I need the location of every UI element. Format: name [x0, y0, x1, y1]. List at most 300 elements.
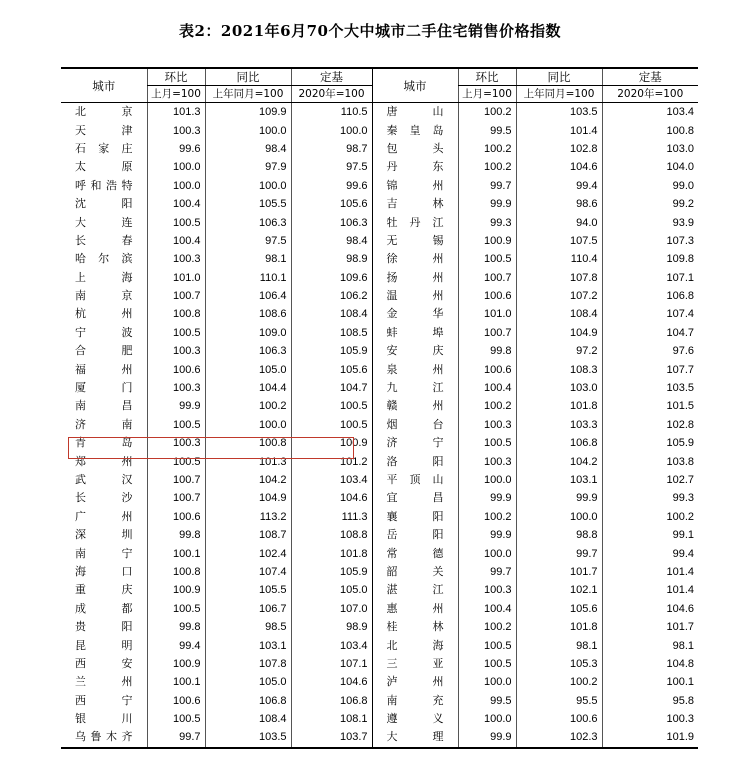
mom-index-right: 100.5	[458, 636, 516, 654]
header-mom-left: 环比	[147, 68, 205, 86]
base-index-right: 104.8	[602, 655, 698, 673]
base-index-left: 100.5	[291, 397, 372, 415]
mom-index-left: 100.7	[147, 471, 205, 489]
table-row	[61, 728, 698, 747]
header-mom-sub-right: 上月=100	[458, 86, 516, 103]
base-index-right: 104.0	[602, 158, 698, 176]
city-name-left: 西 宁	[75, 693, 133, 707]
base-index-left: 109.6	[291, 269, 372, 287]
base-index-right: 102.7	[602, 471, 698, 489]
yoy-index-right: 101.8	[516, 397, 602, 415]
mom-index-right: 100.4	[458, 600, 516, 618]
mom-index-right: 99.9	[458, 195, 516, 213]
mom-index-right: 100.2	[458, 158, 516, 176]
city-name-left: 济 南	[75, 417, 133, 431]
yoy-index-left: 108.7	[205, 526, 291, 544]
mom-index-left: 100.3	[147, 121, 205, 139]
mom-index-left: 100.8	[147, 305, 205, 323]
yoy-index-right: 98.6	[516, 195, 602, 213]
yoy-index-left: 107.8	[205, 655, 291, 673]
table-row	[61, 655, 698, 673]
yoy-index-left: 98.5	[205, 618, 291, 636]
mom-index-right: 100.2	[458, 397, 516, 415]
mom-index-left: 100.9	[147, 581, 205, 599]
mom-index-right: 100.5	[458, 250, 516, 268]
mom-index-left: 100.0	[147, 177, 205, 195]
city-name-left: 天 津	[75, 123, 133, 137]
header-city-right: 城市	[372, 68, 458, 103]
mom-index-left: 101.3	[147, 103, 205, 122]
yoy-index-left: 113.2	[205, 508, 291, 526]
yoy-index-left: 103.5	[205, 728, 291, 747]
table-row	[61, 452, 698, 470]
base-index-left: 104.6	[291, 673, 372, 691]
yoy-index-right: 110.4	[516, 250, 602, 268]
mom-index-right: 99.7	[458, 177, 516, 195]
table-title: 表2：2021年6月70个大中城市二手住宅销售价格指数	[179, 22, 561, 40]
base-index-left: 106.8	[291, 692, 372, 710]
yoy-index-right: 108.3	[516, 360, 602, 378]
base-index-left: 103.4	[291, 471, 372, 489]
yoy-index-right: 105.3	[516, 655, 602, 673]
city-name-left: 哈尔滨	[75, 252, 133, 266]
mom-index-right: 99.9	[458, 728, 516, 747]
yoy-index-right: 102.8	[516, 140, 602, 158]
city-name-left: 成 都	[75, 601, 133, 615]
table-row	[61, 195, 698, 213]
base-index-left: 106.2	[291, 287, 372, 305]
city-name-right: 韶 关	[372, 563, 458, 581]
yoy-index-right: 108.4	[516, 305, 602, 323]
base-index-right: 102.8	[602, 416, 698, 434]
yoy-index-right: 99.7	[516, 544, 602, 562]
base-index-right: 107.3	[602, 232, 698, 250]
price-index-table	[61, 67, 698, 749]
city-name-right: 无 锡	[372, 232, 458, 250]
header-mom-sub-left: 上月=100	[147, 86, 205, 103]
city-name-right: 湛 江	[372, 581, 458, 599]
city-name-right: 温 州	[372, 287, 458, 305]
yoy-index-left: 105.5	[205, 195, 291, 213]
yoy-index-left: 97.9	[205, 158, 291, 176]
mom-index-left: 99.7	[147, 728, 205, 747]
base-index-right: 103.8	[602, 452, 698, 470]
base-index-left: 103.4	[291, 636, 372, 654]
yoy-index-left: 105.0	[205, 360, 291, 378]
mom-index-right: 100.2	[458, 140, 516, 158]
header-yoy-sub-right: 上年同月=100	[516, 86, 602, 103]
city-name-right: 包 头	[372, 140, 458, 158]
base-index-left: 104.7	[291, 379, 372, 397]
base-index-right: 100.8	[602, 121, 698, 139]
base-index-left: 107.1	[291, 655, 372, 673]
mom-index-left: 100.3	[147, 434, 205, 452]
table-row	[61, 563, 698, 581]
base-index-right: 97.6	[602, 342, 698, 360]
table-row	[61, 379, 698, 397]
mom-index-left: 100.7	[147, 489, 205, 507]
city-name-left: 兰 州	[75, 675, 133, 689]
city-name-left: 贵 阳	[75, 620, 133, 634]
yoy-index-left: 104.9	[205, 489, 291, 507]
table-row	[61, 544, 698, 562]
yoy-index-left: 105.0	[205, 673, 291, 691]
base-index-left: 108.5	[291, 324, 372, 342]
base-index-left: 110.5	[291, 103, 372, 122]
mom-index-left: 100.4	[147, 232, 205, 250]
city-name-left: 太 原	[75, 160, 133, 174]
table-row	[61, 250, 698, 268]
header-yoy-left: 同比	[205, 68, 291, 86]
mom-index-right: 100.6	[458, 287, 516, 305]
base-index-left: 100.5	[291, 416, 372, 434]
header-yoy-right: 同比	[516, 68, 602, 86]
yoy-index-left: 105.5	[205, 581, 291, 599]
city-name-right: 泸 州	[372, 673, 458, 691]
city-name-left: 合 肥	[75, 344, 133, 358]
mom-index-right: 100.4	[458, 379, 516, 397]
mom-index-right: 99.5	[458, 692, 516, 710]
base-index-right: 99.4	[602, 544, 698, 562]
table-row	[61, 103, 698, 122]
yoy-index-right: 99.9	[516, 489, 602, 507]
mom-index-left: 100.5	[147, 600, 205, 618]
table-row	[61, 526, 698, 544]
yoy-index-left: 100.8	[205, 434, 291, 452]
city-name-left: 南 宁	[75, 546, 133, 560]
city-name-left: 长 沙	[75, 491, 133, 505]
city-name-right: 大 理	[372, 728, 458, 747]
city-name-right: 赣 州	[372, 397, 458, 415]
yoy-index-right: 103.5	[516, 103, 602, 122]
mom-index-left: 100.1	[147, 544, 205, 562]
city-name-right: 桂 林	[372, 618, 458, 636]
mom-index-left: 100.1	[147, 673, 205, 691]
base-index-right: 100.3	[602, 710, 698, 728]
city-name-right: 吉 林	[372, 195, 458, 213]
city-name-left: 青 岛	[75, 436, 133, 450]
base-index-left: 101.2	[291, 452, 372, 470]
mom-index-right: 100.2	[458, 508, 516, 526]
base-index-right: 103.0	[602, 140, 698, 158]
base-index-right: 101.5	[602, 397, 698, 415]
table-row	[61, 177, 698, 195]
mom-index-left: 100.6	[147, 692, 205, 710]
yoy-index-left: 109.9	[205, 103, 291, 122]
city-name-right: 安 庆	[372, 342, 458, 360]
table-row	[61, 618, 698, 636]
yoy-index-left: 101.3	[205, 452, 291, 470]
table-row	[61, 416, 698, 434]
base-index-right: 100.1	[602, 673, 698, 691]
mom-index-left: 100.0	[147, 158, 205, 176]
base-index-right: 99.1	[602, 526, 698, 544]
table-row	[61, 140, 698, 158]
base-index-right: 95.8	[602, 692, 698, 710]
yoy-index-right: 107.2	[516, 287, 602, 305]
base-index-left: 97.5	[291, 158, 372, 176]
mom-index-left: 99.8	[147, 526, 205, 544]
mom-index-right: 100.2	[458, 103, 516, 122]
base-index-right: 105.9	[602, 434, 698, 452]
base-index-right: 100.2	[602, 508, 698, 526]
yoy-index-left: 100.0	[205, 177, 291, 195]
mom-index-right: 99.8	[458, 342, 516, 360]
yoy-index-left: 104.2	[205, 471, 291, 489]
yoy-index-right: 104.9	[516, 324, 602, 342]
city-name-left: 南 昌	[75, 399, 133, 413]
mom-index-right: 100.7	[458, 324, 516, 342]
city-name-left: 武 汉	[75, 473, 133, 486]
table-row	[61, 397, 698, 415]
city-name-right: 济 宁	[372, 434, 458, 452]
table-row	[61, 710, 698, 728]
mom-index-left: 99.6	[147, 140, 205, 158]
yoy-index-right: 100.6	[516, 710, 602, 728]
mom-index-right: 100.0	[458, 673, 516, 691]
table-row	[61, 324, 698, 342]
yoy-index-right: 106.8	[516, 434, 602, 452]
city-name-right: 三 亚	[372, 655, 458, 673]
table-row	[61, 342, 698, 360]
mom-index-left: 100.7	[147, 287, 205, 305]
city-name-right: 秦皇岛	[372, 121, 458, 139]
header-base-sub-right: 2020年=100	[602, 86, 698, 103]
table-row	[61, 434, 698, 452]
yoy-index-right: 104.6	[516, 158, 602, 176]
city-name-right: 宜 昌	[372, 489, 458, 507]
base-index-right: 106.8	[602, 287, 698, 305]
city-name-right: 平顶山	[372, 471, 458, 489]
yoy-index-left: 110.1	[205, 269, 291, 287]
yoy-index-right: 103.1	[516, 471, 602, 489]
base-index-right: 109.8	[602, 250, 698, 268]
mom-index-right: 99.3	[458, 213, 516, 231]
yoy-index-right: 100.0	[516, 508, 602, 526]
base-index-right: 104.6	[602, 600, 698, 618]
city-name-right: 襄 阳	[372, 508, 458, 526]
yoy-index-left: 106.7	[205, 600, 291, 618]
city-name-left: 西 安	[75, 656, 133, 670]
base-index-right: 103.5	[602, 379, 698, 397]
city-name-left: 深 圳	[75, 528, 133, 542]
city-name-left: 海 口	[75, 564, 133, 578]
table-row	[61, 508, 698, 526]
table-row	[61, 269, 698, 287]
yoy-index-right: 103.3	[516, 416, 602, 434]
table-body	[61, 103, 698, 748]
city-name-left: 石家庄	[75, 141, 133, 155]
mom-index-left: 99.4	[147, 636, 205, 654]
base-index-left: 105.0	[291, 581, 372, 599]
city-name-right: 唐 山	[372, 103, 458, 122]
base-index-right: 101.4	[602, 581, 698, 599]
mom-index-left: 100.3	[147, 342, 205, 360]
city-name-right: 扬 州	[372, 269, 458, 287]
base-index-left: 105.9	[291, 342, 372, 360]
city-name-left: 北 京	[75, 105, 133, 119]
yoy-index-left: 106.4	[205, 287, 291, 305]
city-name-left: 呼和浩特	[75, 178, 133, 192]
yoy-index-right: 98.1	[516, 636, 602, 654]
mom-index-left: 101.0	[147, 269, 205, 287]
city-name-left: 宁 波	[75, 325, 133, 339]
table-row	[61, 287, 698, 305]
table-row	[61, 489, 698, 507]
yoy-index-left: 106.3	[205, 213, 291, 231]
city-name-left: 重 庆	[75, 583, 133, 597]
mom-index-right: 100.0	[458, 471, 516, 489]
city-name-right: 岳 阳	[372, 526, 458, 544]
base-index-right: 99.2	[602, 195, 698, 213]
yoy-index-right: 103.0	[516, 379, 602, 397]
base-index-right: 103.4	[602, 103, 698, 122]
mom-index-right: 100.3	[458, 581, 516, 599]
city-name-right: 洛 阳	[372, 452, 458, 470]
city-name-left: 厦 门	[75, 381, 133, 395]
city-name-right: 惠 州	[372, 600, 458, 618]
mom-index-left: 100.6	[147, 360, 205, 378]
base-index-left: 108.8	[291, 526, 372, 544]
mom-index-left: 100.8	[147, 563, 205, 581]
yoy-index-right: 107.5	[516, 232, 602, 250]
mom-index-right: 101.0	[458, 305, 516, 323]
mom-index-right: 100.5	[458, 655, 516, 673]
table-row	[61, 121, 698, 139]
table-row	[61, 232, 698, 250]
table-row	[61, 600, 698, 618]
mom-index-right: 99.5	[458, 121, 516, 139]
table-row	[61, 692, 698, 710]
header-mom-right: 环比	[458, 68, 516, 86]
yoy-index-right: 100.2	[516, 673, 602, 691]
city-name-left: 郑 州	[75, 454, 133, 468]
mom-index-left: 100.5	[147, 213, 205, 231]
base-index-left: 98.9	[291, 250, 372, 268]
table-row	[61, 581, 698, 599]
base-index-right: 99.0	[602, 177, 698, 195]
base-index-left: 108.4	[291, 305, 372, 323]
yoy-index-right: 97.2	[516, 342, 602, 360]
yoy-index-right: 102.1	[516, 581, 602, 599]
yoy-index-left: 106.8	[205, 692, 291, 710]
mom-index-right: 100.9	[458, 232, 516, 250]
table-row	[61, 360, 698, 378]
base-index-right: 107.1	[602, 269, 698, 287]
yoy-index-left: 100.2	[205, 397, 291, 415]
mom-index-left: 99.8	[147, 618, 205, 636]
yoy-index-left: 104.4	[205, 379, 291, 397]
base-index-right: 98.1	[602, 636, 698, 654]
yoy-index-right: 101.8	[516, 618, 602, 636]
base-index-right: 104.7	[602, 324, 698, 342]
base-index-left: 107.0	[291, 600, 372, 618]
yoy-index-left: 98.4	[205, 140, 291, 158]
city-name-right: 遵 义	[372, 710, 458, 728]
base-index-left: 101.8	[291, 544, 372, 562]
price-index-table-container	[61, 67, 698, 749]
city-name-left: 银 川	[75, 712, 133, 726]
yoy-index-right: 105.6	[516, 600, 602, 618]
base-index-left: 111.3	[291, 508, 372, 526]
base-index-right: 107.7	[602, 360, 698, 378]
mom-index-right: 99.9	[458, 489, 516, 507]
mom-index-right: 100.6	[458, 360, 516, 378]
mom-index-right: 100.5	[458, 434, 516, 452]
city-name-right: 九 江	[372, 379, 458, 397]
mom-index-left: 100.3	[147, 379, 205, 397]
city-name-right: 泉 州	[372, 360, 458, 378]
city-name-left: 上 海	[75, 270, 133, 284]
table-row	[61, 305, 698, 323]
city-name-left: 福 州	[75, 362, 133, 376]
yoy-index-right: 95.5	[516, 692, 602, 710]
header-yoy-sub-left: 上年同月=100	[205, 86, 291, 103]
header-base-right: 定基	[602, 68, 698, 86]
mom-index-left: 100.5	[147, 710, 205, 728]
yoy-index-right: 101.4	[516, 121, 602, 139]
city-name-left: 长 春	[75, 233, 133, 247]
base-index-left: 105.6	[291, 360, 372, 378]
base-index-right: 99.3	[602, 489, 698, 507]
city-name-right: 烟 台	[372, 416, 458, 434]
yoy-index-left: 109.0	[205, 324, 291, 342]
base-index-right: 101.7	[602, 618, 698, 636]
yoy-index-left: 103.1	[205, 636, 291, 654]
city-name-left: 南 京	[75, 289, 133, 303]
base-index-left: 104.6	[291, 489, 372, 507]
city-name-right: 徐 州	[372, 250, 458, 268]
base-index-left: 98.9	[291, 618, 372, 636]
base-index-left: 103.7	[291, 728, 372, 747]
yoy-index-left: 108.4	[205, 710, 291, 728]
yoy-index-left: 100.0	[205, 416, 291, 434]
base-index-left: 105.6	[291, 195, 372, 213]
city-name-right: 蚌 埠	[372, 324, 458, 342]
yoy-index-left: 97.5	[205, 232, 291, 250]
mom-index-right: 100.0	[458, 544, 516, 562]
mom-index-right: 99.9	[458, 526, 516, 544]
header-base-left: 定基	[291, 68, 372, 86]
header-base-sub-left: 2020年=100	[291, 86, 372, 103]
city-name-left: 沈 阳	[75, 197, 133, 211]
city-name-left: 昆 明	[75, 638, 133, 652]
yoy-index-right: 94.0	[516, 213, 602, 231]
mom-index-right: 100.0	[458, 710, 516, 728]
yoy-index-left: 100.0	[205, 121, 291, 139]
table-row	[61, 636, 698, 654]
city-name-right: 南 充	[372, 692, 458, 710]
yoy-index-right: 98.8	[516, 526, 602, 544]
yoy-index-right: 101.7	[516, 563, 602, 581]
table-row	[61, 158, 698, 176]
mom-index-right: 100.2	[458, 618, 516, 636]
city-name-left: 杭 州	[75, 307, 133, 321]
mom-index-right: 100.7	[458, 269, 516, 287]
table-row	[61, 471, 698, 489]
city-name-right: 常 德	[372, 544, 458, 562]
base-index-right: 107.4	[602, 305, 698, 323]
city-name-left: 乌鲁木齐	[61, 728, 147, 747]
city-name-right: 北 海	[372, 636, 458, 654]
base-index-left: 98.4	[291, 232, 372, 250]
base-index-right: 93.9	[602, 213, 698, 231]
base-index-left: 100.9	[291, 434, 372, 452]
table-row	[61, 673, 698, 691]
base-index-right: 101.9	[602, 728, 698, 747]
mom-index-left: 100.3	[147, 250, 205, 268]
yoy-index-left: 107.4	[205, 563, 291, 581]
